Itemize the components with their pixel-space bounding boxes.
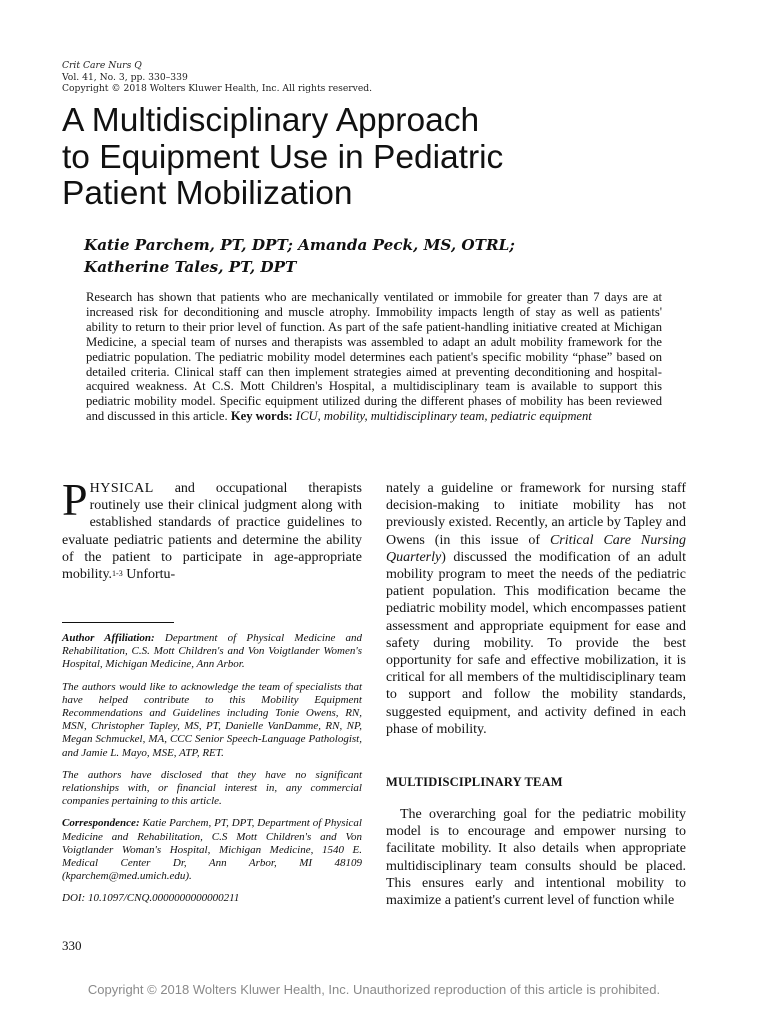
keywords: ICU, mobility, multidisciplinary team, pediatric equipment	[295, 409, 592, 424]
title-line: Patient Mobilization	[62, 175, 353, 212]
acknowledgment-note: The authors would like to acknowledge the team of specialists that have helped contribute to this Mobility Equipment Recommendations and Guidelines including Tonie Owens, RN, MSN, Christopher Tapley, MS, PT, Danielle VanDamme, RN, NP, Megan Schmuckel, MA, CCC Senior Speech-Language Pathologist, and Jamie L. Mayo, MSE, ATP, RET.	[62, 680, 362, 759]
abstract-text: Research has shown that patients who are mechanically ventilated or immobile for greater than 7 days are at increased risk for deconditioning and muscle atrophy. Immobility impacts length of stay as well as patients' ability to return to their prior level of function. As part of the safe patient-handling initiative created at Michigan Medicine, a special team of nurses and therapists was assembled to adapt an adult mobility framework for the pediatric population. The pediatric mobility model determines each patient's specific mobility “phase” based on detailed criteria. Clinical staff can then implement strategies aimed at preventing deconditioning and hospital-acquired weakness. At C.S. Mott Children's Hospital, a multidisciplinary team is available to support this pediatric mobility model. Specific equipment utilized during the different phases of mobility has been reviewed and discussed in this article.	[86, 290, 662, 424]
body-right-p1-end: ) discussed the modification of an adult mobility program to meet the needs of the pediatric patient population. This modification became the pediatric mobility model, which encompasses patient assessment and appropriate equipment for ease and safety during mobility. To provide the best opportunity for safe and effective mobilization, it is critical for all members of the multidisciplinary team to support and follow the mobility standards, suggested equipment, and activity defined in each phase of mobility.	[386, 549, 686, 737]
doi[interactable]: DOI: 10.1097/CNQ.0000000000000211	[62, 892, 240, 905]
author-line: Katie Parchem, PT, DPT; Amanda Peck, MS, OTRL;	[84, 236, 515, 254]
citation-ref[interactable]: 1-3	[112, 569, 123, 579]
author-notes	[62, 632, 362, 915]
affiliation-text: Department of Physical Medicine and Rehabilitation, C.S. Mott Children's and Von Voigtlander Women's Hospital, Michigan Medicine, Ann Arbor.	[62, 632, 363, 671]
journal-volume: Vol. 41, No. 3, pp. 330–339	[62, 71, 188, 83]
title-line: to Equipment Use in Pediatric	[62, 138, 504, 176]
copyright-footer: Copyright © 2018 Wolters Kluwer Health, Inc. Unauthorized reproduction of this article is prohibited.	[87, 982, 661, 997]
body-right-p2: The overarching goal for the pediatric mobility model is to encourage and empower nursing to facilitate mobility. It also details when appropriate multidisciplinary team consults should be placed. This ensures early and intentional mobility to maximize a patient's current level of function while	[386, 807, 686, 909]
page-number: 330	[62, 938, 82, 953]
author-line: Katherine Tales, PT, DPT	[84, 258, 297, 276]
body-left-tail: Unfortu-	[122, 567, 176, 583]
journal-citation	[62, 60, 372, 95]
journal-copyright: Copyright © 2018 Wolters Kluwer Health, Inc. All rights reserved.	[62, 83, 373, 95]
affiliation-note	[62, 632, 362, 672]
affiliation-label: Author Affiliation:	[62, 632, 155, 644]
journal-reference: Critical Care Nursing Quarterly	[386, 532, 686, 565]
correspondence-note	[62, 817, 362, 883]
journal-name: Crit Care Nurs Q	[62, 60, 142, 71]
body-left-column	[62, 474, 362, 583]
smallcaps-lead: HYSICAL	[89, 481, 154, 496]
title-line: A Multidisciplinary Approach	[62, 102, 480, 139]
author-list	[84, 234, 724, 278]
article-title	[62, 103, 722, 213]
abstract	[86, 290, 662, 424]
keywords-label: Key words:	[230, 409, 293, 424]
body-left-text: and occupational therapists routinely use their clinical judgment along with established standards of practice guidelines to evaluate pediatric patients and determine the ability of the patient to participate in age-appropriate mobility.	[62, 481, 362, 583]
disclosure-note: The authors have disclosed that they have no significant relationships with, or financial interest in, any commercial companies pertaining to this article.	[62, 768, 362, 808]
correspondence-text: Katie Parchem, PT, DPT, Department of Physical Medicine and Rehabilitation, C.S Mott Children's and Von Voigtlander Woman's Hospital, Michigan Medicine, 1540 E. Medical Center Dr, Ann Arbor, MI 48109 (kparchem@med.umich.edu).	[62, 817, 362, 883]
body-right-column	[386, 480, 686, 738]
footnote-divider	[62, 622, 174, 623]
section-heading: MULTIDISCIPLINARY TEAM	[386, 775, 563, 789]
drop-cap: P	[62, 474, 88, 525]
body-right-p1-start: nately a guideline or framework for nursing staff decision-making to initiate mobility has not previously existed. Recently, an article by Tapley and Owens (in this issue of	[386, 481, 686, 548]
correspondence-label: Correspondence:	[62, 817, 140, 830]
